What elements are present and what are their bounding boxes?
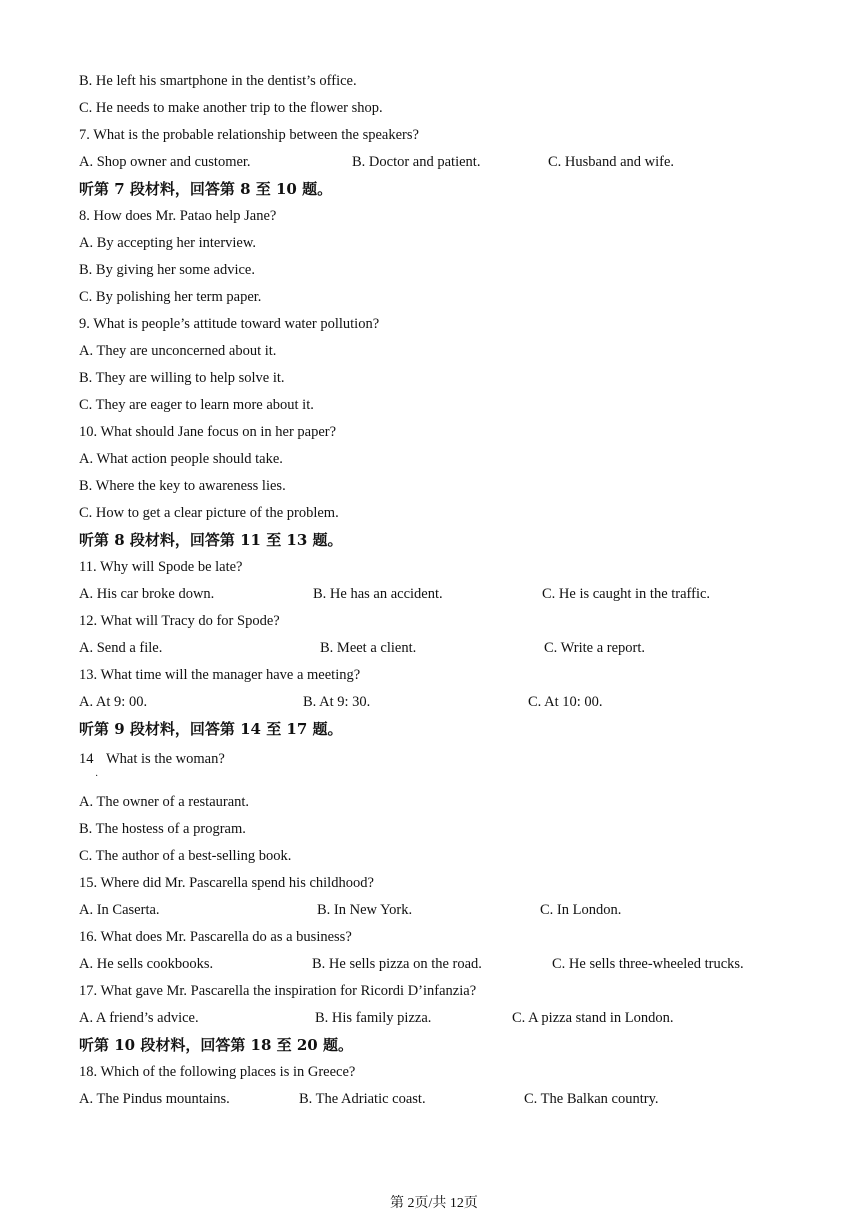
- stray-dot-mark: ·: [95, 771, 99, 782]
- q17-option-a: A. A friend’s advice.: [79, 1010, 199, 1026]
- q13-option-b: B. At 9: 30.: [303, 694, 371, 710]
- q18-option-a: A. The Pindus mountains.: [79, 1091, 230, 1107]
- q9-option-a: A. They are unconcerned about it.: [79, 343, 277, 359]
- q8-option-a: A. By accepting her interview.: [79, 235, 257, 251]
- q6-option-c: C. He needs to make another trip to the flower shop.: [79, 100, 383, 116]
- q14-option-b: B. The hostess of a program.: [79, 821, 246, 837]
- q15-option-b: B. In New York.: [317, 902, 413, 918]
- q16-option-a: A. He sells cookbooks.: [79, 956, 214, 972]
- q11-option-a: A. His car broke down.: [79, 586, 215, 602]
- q12-option-b: B. Meet a client.: [320, 640, 417, 656]
- q6-option-b: B. He left his smartphone in the dentist’s office.: [79, 73, 357, 89]
- q9-question: 9. What is people’s attitude toward water pollution?: [79, 316, 380, 332]
- q15-option-a: A. In Caserta.: [79, 902, 160, 918]
- q11-option-b: B. He has an accident.: [313, 586, 443, 602]
- q18-option-b: B. The Adriatic coast.: [299, 1091, 426, 1107]
- q8-option-b: B. By giving her some advice.: [79, 262, 255, 278]
- section-10-heading: 听第 10 段材料，回答第 18 至 20 题。: [79, 1036, 353, 1054]
- q13-option-a: A. At 9: 00.: [79, 694, 148, 710]
- q11-question: 11. Why will Spode be late?: [79, 559, 243, 575]
- q10-option-a: A. What action people should take.: [79, 451, 283, 467]
- q7-option-a: A. Shop owner and customer.: [79, 154, 251, 170]
- q16-question: 16. What does Mr. Pascarella do as a business?: [79, 929, 352, 945]
- q12-option-c: C. Write a report.: [544, 640, 646, 656]
- page-number-footer: 第 2页/共 12页: [390, 1196, 478, 1211]
- q7-question: 7. What is the probable relationship between the speakers?: [79, 127, 419, 143]
- q15-question: 15. Where did Mr. Pascarella spend his childhood?: [79, 875, 374, 891]
- q13-question: 13. What time will the manager have a meeting?: [79, 667, 361, 683]
- q15-option-c: C. In London.: [540, 902, 622, 918]
- q17-option-b: B. His family pizza.: [315, 1010, 432, 1026]
- q9-option-b: B. They are willing to help solve it.: [79, 370, 285, 386]
- q16-option-c: C. He sells three-wheeled trucks.: [552, 956, 744, 972]
- q12-option-a: A. Send a file.: [79, 640, 163, 656]
- q14-number: 14: [79, 751, 94, 767]
- q12-question: 12. What will Tracy do for Spode?: [79, 613, 280, 629]
- q10-option-c: C. How to get a clear picture of the problem.: [79, 505, 339, 521]
- q7-option-c: C. Husband and wife.: [548, 154, 675, 170]
- q8-option-c: C. By polishing her term paper.: [79, 289, 262, 305]
- q10-option-b: B. Where the key to awareness lies.: [79, 478, 286, 494]
- q11-option-c: C. He is caught in the traffic.: [542, 586, 711, 602]
- q7-option-b: B. Doctor and patient.: [352, 154, 481, 170]
- section-7-heading: 听第 7 段材料，回答第 8 至 10 题。: [79, 180, 333, 198]
- q16-option-b: B. He sells pizza on the road.: [312, 956, 482, 972]
- q10-question: 10. What should Jane focus on in her paper?: [79, 424, 337, 440]
- q13-option-c: C. At 10: 00.: [528, 694, 603, 710]
- q17-option-c: C. A pizza stand in London.: [512, 1010, 674, 1026]
- q17-question: 17. What gave Mr. Pascarella the inspiration for Ricordi D’infanzia?: [79, 983, 477, 999]
- q9-option-c: C. They are eager to learn more about it.: [79, 397, 314, 413]
- section-8-heading: 听第 8 段材料，回答第 11 至 13 题。: [79, 531, 343, 549]
- q8-question: 8. How does Mr. Patao help Jane?: [79, 208, 277, 224]
- q14-text: What is the woman?: [106, 751, 225, 767]
- section-9-heading: 听第 9 段材料，回答第 14 至 17 题。: [79, 720, 343, 738]
- q18-question: 18. Which of the following places is in Greece?: [79, 1064, 356, 1080]
- q14-option-a: A. The owner of a restaurant.: [79, 794, 250, 810]
- q14-option-c: C. The author of a best-selling book.: [79, 848, 292, 864]
- q18-option-c: C. The Balkan country.: [524, 1091, 659, 1107]
